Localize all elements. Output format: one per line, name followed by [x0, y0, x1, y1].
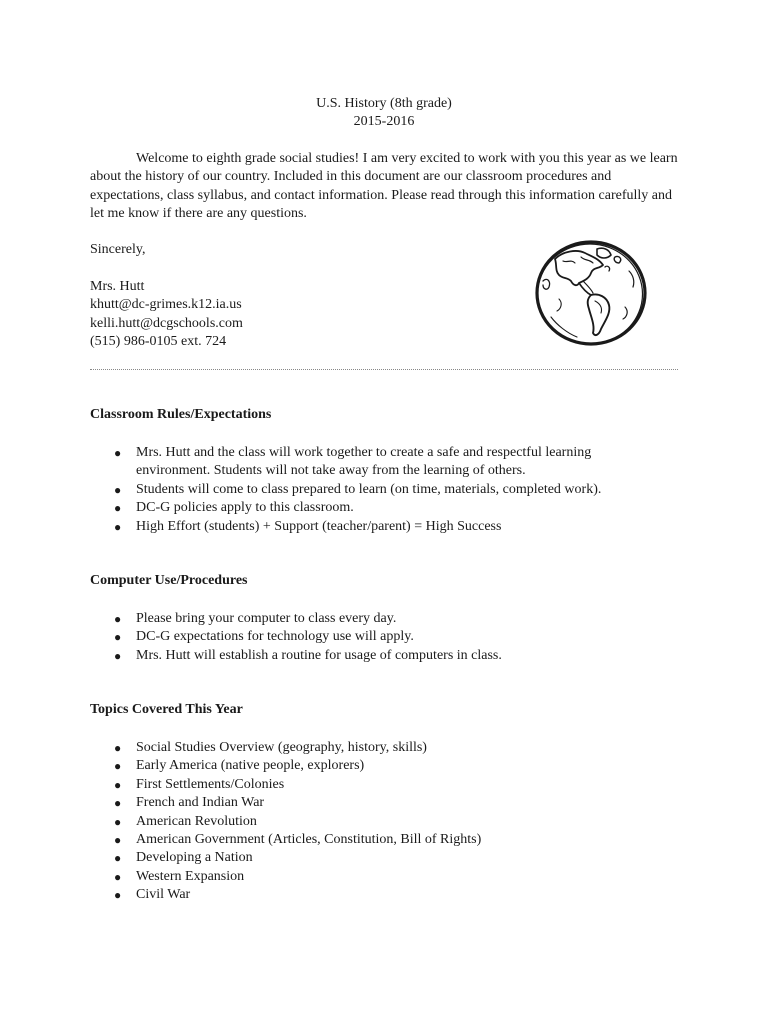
list-item [112, 647, 652, 665]
bullet-icon: ● [114, 741, 122, 755]
list-item [112, 849, 652, 867]
list-item [112, 739, 652, 757]
teacher-name: Mrs. Hutt [90, 278, 145, 294]
list-item-text: American Government (Articles, Constitution, Bill of Rights) [136, 832, 482, 848]
list-item [112, 868, 652, 886]
school-year: 2015-2016 [353, 114, 415, 129]
list-item [112, 757, 652, 775]
bullet-icon: ● [114, 851, 122, 866]
topics-heading: Topics Covered This Year [90, 702, 243, 717]
bullet-icon: ● [114, 446, 122, 460]
list-item [112, 776, 652, 794]
list-item-text: Developing a Nation [136, 850, 253, 866]
document-header [0, 95, 768, 131]
rules-heading: Classroom Rules/Expectations [90, 407, 272, 422]
bullet-icon: ● [114, 833, 122, 848]
bullet-icon: ● [114, 612, 122, 626]
email-secondary: kelli.hutt@dcgschools.com [90, 315, 243, 331]
list-item [112, 886, 652, 904]
rules-list [112, 444, 652, 536]
list-item-text: Social Studies Overview (geography, history, skills) [136, 740, 427, 755]
list-item-text: Please bring your computer to class every day. [136, 611, 397, 626]
list-item-text: Civil War [136, 887, 191, 903]
bullet-icon: ● [114, 759, 122, 774]
bullet-icon: ● [114, 869, 122, 884]
computer-list [112, 610, 652, 665]
section-divider [90, 369, 678, 370]
welcome-paragraph: Welcome to eighth grade social studies! I am very excited to work with you this year as we learn about the history of our country. Included in this document are our classroom procedures and expectations, class syllabus, and contact information. Please read through this information carefully and let me know if there are any questions. [90, 151, 678, 221]
list-item [112, 481, 652, 499]
list-item-text: Students will come to class prepared to learn (on time, materials, completed work). [136, 481, 602, 497]
list-item-text: Mrs. Hutt will establish a routine for usage of computers in class. [136, 647, 502, 663]
list-item-text: DC-G policies apply to this classroom. [136, 500, 354, 516]
bullet-icon: ● [114, 814, 122, 829]
list-item-text: Early America (native people, explorers) [136, 758, 365, 774]
bullet-icon: ● [114, 482, 122, 497]
list-item-text: High Effort (students) + Support (teacher/parent) = High Success [136, 518, 502, 534]
bullet-icon: ● [114, 648, 122, 663]
document-title: U.S. History (8th grade) [316, 96, 452, 111]
globe-icon [533, 237, 649, 349]
list-item-text: French and Indian War [136, 795, 265, 811]
bullet-icon: ● [114, 519, 122, 534]
bullet-icon: ● [114, 630, 122, 645]
list-item-text: American Revolution [136, 813, 257, 829]
list-item [112, 628, 652, 646]
topics-list [112, 739, 652, 905]
list-item [112, 518, 652, 536]
list-item-text: First Settlements/Colonies [136, 776, 285, 792]
signature-block [90, 241, 243, 351]
bullet-icon: ● [114, 796, 122, 811]
list-item [112, 610, 652, 628]
email-primary: khutt@dc-grimes.k12.ia.us [90, 297, 242, 313]
list-item [112, 499, 652, 517]
list-item-text: Mrs. Hutt and the class will work together to create a safe and respectful learning environment. Students will not take away from the learning of others. [136, 445, 592, 479]
salutation: Sincerely, [90, 242, 146, 257]
list-item [112, 794, 652, 812]
list-item [112, 813, 652, 831]
bullet-icon: ● [114, 777, 122, 792]
list-item-text: DC-G expectations for technology use will apply. [136, 629, 414, 645]
bullet-icon: ● [114, 501, 122, 516]
list-item [112, 444, 652, 481]
phone-number: (515) 986-0105 ext. 724 [90, 334, 227, 350]
list-item-text: Western Expansion [136, 868, 245, 884]
list-item [112, 831, 652, 849]
computer-heading: Computer Use/Procedures [90, 573, 248, 588]
bullet-icon: ● [114, 888, 122, 903]
